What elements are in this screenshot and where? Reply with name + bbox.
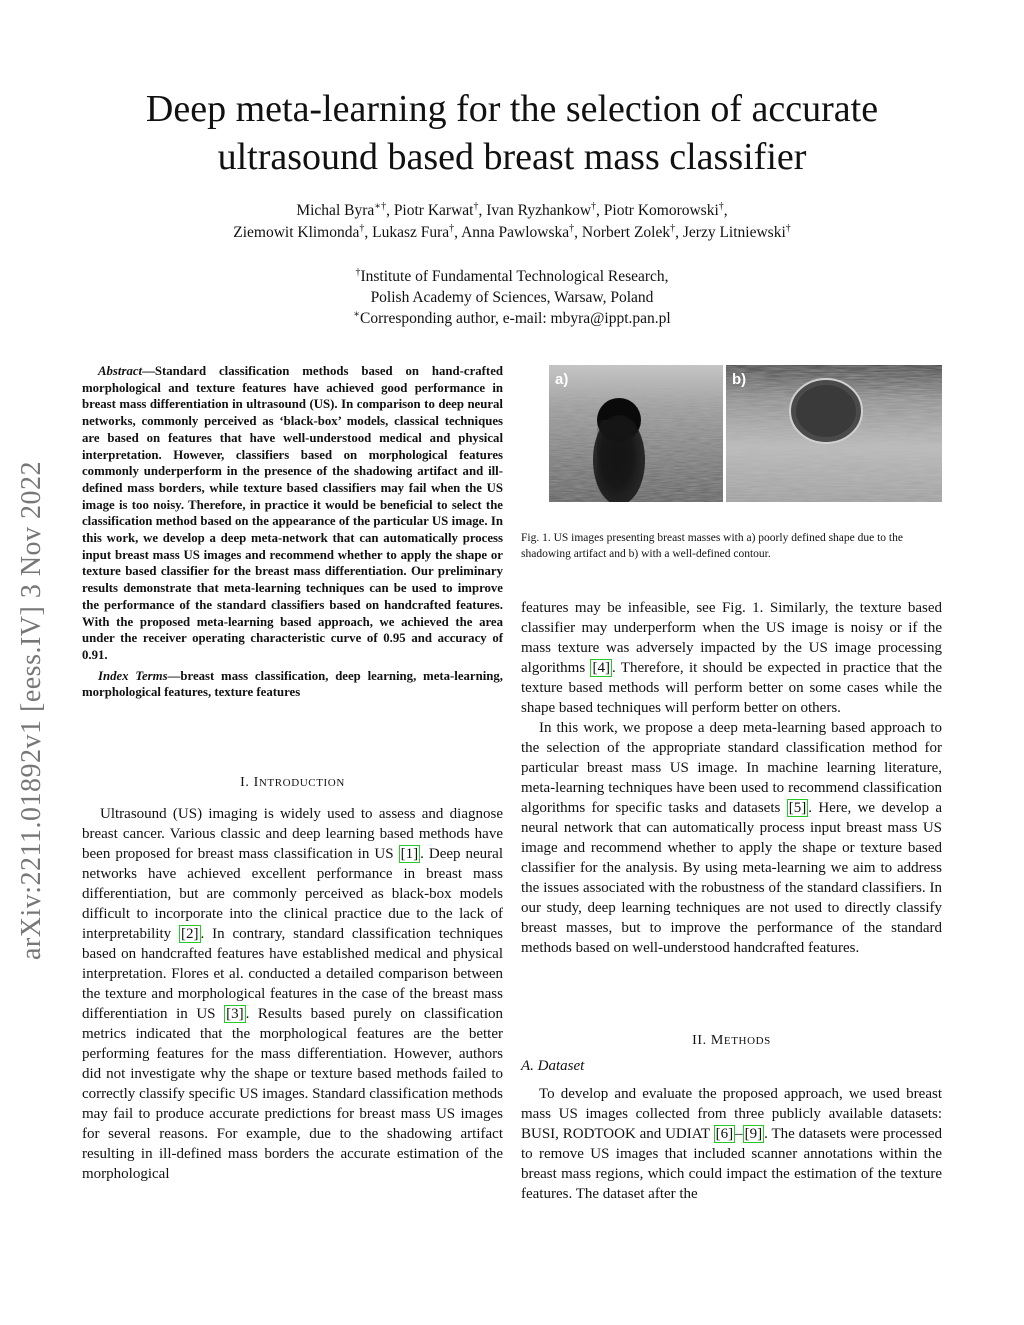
subsection-heading-dataset: A. Dataset — [521, 1058, 585, 1074]
arxiv-identifier: arXiv:2211.01892v1 [eess.IV] 3 Nov 2022 — [16, 460, 47, 960]
author-name: Piotr Karwat — [393, 202, 474, 219]
ultrasound-image-b — [726, 365, 942, 502]
paper-title — [0, 85, 1024, 181]
author-name: Lukasz Fura — [372, 224, 450, 241]
paragraph: features may be infeasible, see Fig. 1. Similarly, the texture based classifier may underperform when the US image is noisy or if the mass texture was adversely impacted by the US image processing algorithms [4] . Therefore, it should be expected in practice that the texture based methods will perform better on some cases while the shape based techniques will perform better on others. — [521, 600, 942, 716]
index-terms-text: breast mass classification, deep learning, meta-learning, morphological features, texture features — [82, 668, 504, 700]
ultrasound-image-a-graphic — [549, 365, 723, 502]
author-name: Anna Pawlowska — [461, 224, 570, 241]
figure-1-caption: Fig. 1. US images presenting breast masses with a) poorly defined shape due to the shadowing artifact and b) with a well-defined contour. — [521, 532, 903, 560]
introduction-body — [82, 804, 503, 1184]
abstract-label: Abstract — [98, 364, 143, 378]
corresponding-author-line: Corresponding author, e-mail: mbyra@ippt.pan.pl — [360, 310, 671, 327]
dataset-body — [521, 1084, 942, 1204]
author-name: Norbert Zolek — [581, 224, 671, 241]
author-list: Michal Byra∗†, Piotr Karwat†, Ivan Ryzhankow†, Piotr Komorowski†, Ziemowit Klimonda†, Lukasz Fura†, Anna Pawlowska†, Norbert Zolek†, Jerzy Litniewski† — [233, 200, 791, 241]
citation-link[interactable]: [6] — [715, 1126, 734, 1142]
citation-link[interactable]: [4] — [592, 660, 610, 676]
paragraph: To develop and evaluate the proposed approach, we used breast mass US images collected from three publicly available datasets: BUSI, RODTOOK and UDIAT [6] – [9] . The datasets were processed to remove US images that included scanner annotations within the breast mass regions, which could impact the estimation of the texture features. The dataset after the — [521, 1086, 942, 1202]
paragraph: Ultrasound (US) imaging is widely used to assess and diagnose breast cancer. Various classic and deep learning based methods have been proposed for breast mass classification in US [1] . Deep neural networks have achieved excellent performance in breast mass differentiation, but are commonly perceived as black-box models difficult to incorporate into the clinical practice due to the lack of interpretability [2] . In contrary, standard classification techniques based on handcrafted features have established medical and physical interpretation. Flores et al. conducted a detailed comparison between the texture and morphological features in the case of the breast mass differentiation in US [3] . Results based purely on classification metrics indicated that the morphological features are the better performing features for the mass differentiation. However, authors did not investigate why the shape or texture based methods failed to correctly classify specific US images. Standard classification methods may fail to produce accurate predictions for breast mass US images for several reasons. For example, due to the shadowing artifact resulting in ill-defined mass borders the accurate estimation of the morphological — [82, 806, 503, 1182]
ultrasound-image-b-graphic — [726, 365, 942, 502]
affiliation-block: †Institute of Fundamental Technological Research, Polish Academy of Sciences, Warsaw, Poland ∗Corresponding author, e-mail: mbyra@ippt.pan.pl — [0, 266, 1024, 329]
citation-link[interactable]: [2] — [181, 926, 199, 942]
section-heading-methods: II. METHODS — [692, 1033, 771, 1048]
author-name: Michal Byra — [296, 202, 375, 219]
abstract-block: Abstract—Standard classification methods based on hand-crafted morphological and texture features have achieved good performance in breast mass differentiation in ultrasound (US). In comparison to deep neural networks, commonly perceived as ‘black-box’ models, classical techniques are based on features that have well-understood medical and physical interpretation. However, classifiers based on morphological features commonly underperform in the presence of the shadowing artifact and ill-defined mass borders, while texture based classifiers may fail when the US image is too noisy. Therefore, in practice it would be beneficial to select the classification method based on the appearance of the particular US image. In this work, we develop a deep meta-network that can automatically process input breast mass US images and recommend whether to apply the shape or texture based classifier for the breast mass differentiation. Our preliminary results demonstrate that meta-learning techniques can be used to improve the performance of the standard classifiers based on handcrafted features. With the proposed meta-learning based approach, we achieved the area under the receiver operating characteristic curve of 0.95 and accuracy of 0.91. Index Terms—breast mass classification, deep learning, meta-learning, morphological features, texture features — [82, 364, 504, 700]
index-terms-label: Index Terms — [98, 668, 168, 683]
paragraph: In this work, we propose a deep meta-learning based approach to the selection of the appropriate standard classification method for particular breast mass US image. In machine learning literature, meta-learning techniques have been used to recommend classification algorithms for specific tasks and datasets [5] . Here, we develop a neural network that can automatically process input breast mass US image and recommend whether to apply the shape or texture based classifier for the analysis. By using meta-learning we aim to address the issues associated with the robustness of the standard classifiers. In our study, deep learning techniques are not used to directly classify breast masses, but to improve the performance of the standard methods based on well-understood handcrafted features. — [521, 720, 942, 956]
figure-label-a: a) — [555, 371, 569, 388]
affiliation-line: Institute of Fundamental Technological Research, — [360, 268, 669, 285]
affiliation-line: Polish Academy of Sciences, Warsaw, Poland — [370, 289, 654, 306]
section-heading-introduction: I. INTRODUCTION — [240, 775, 345, 790]
title-line-2: ultrasound based breast mass classifier — [217, 136, 807, 178]
author-name: Ivan Ryzhankow — [486, 202, 592, 219]
author-name: Jerzy Litniewski — [682, 224, 786, 241]
citation-link[interactable]: [5] — [788, 800, 807, 816]
author-name: Piotr Komorowski — [603, 202, 719, 219]
citation-link[interactable]: [9] — [744, 1126, 763, 1142]
abstract-text: Standard classification methods based on hand-crafted morphological and texture features have achieved good performance in breast mass differentiation in ultrasound (US). In comparison to deep neural networks, commonly perceived as ‘black-box’ models, classical techniques are based on features that have well-understood medical and physical interpretation. However, classifiers based on morphological features commonly underperform in the presence of the shadowing artifact and ill-defined mass borders, while texture based classifiers may fail when the US image is too noisy. Therefore, in practice it would be beneficial to select the classification method based on the appearance of the particular US image. In this work, we develop a deep meta-network that can automatically process input breast mass US images and recommend whether to apply the shape or texture based classifier for the breast mass differentiation. Our preliminary results demonstrate that meta-learning techniques can be used to improve the performance of the standard classifiers based on handcrafted features. With the proposed meta-learning based approach, we achieved the area under the receiver operating characteristic curve of 0.95 and accuracy of 0.91. — [82, 364, 503, 662]
citation-link[interactable]: [3] — [226, 1006, 244, 1022]
ultrasound-image-a — [549, 365, 723, 502]
citation-link[interactable]: [1] — [400, 846, 419, 862]
figure-label-b: b) — [732, 371, 747, 388]
right-column-body — [521, 598, 942, 958]
title-line-1: Deep meta-learning for the selection of accurate — [145, 88, 879, 130]
author-name: Ziemowit Klimonda — [233, 224, 360, 241]
figure-1 — [521, 365, 942, 505]
